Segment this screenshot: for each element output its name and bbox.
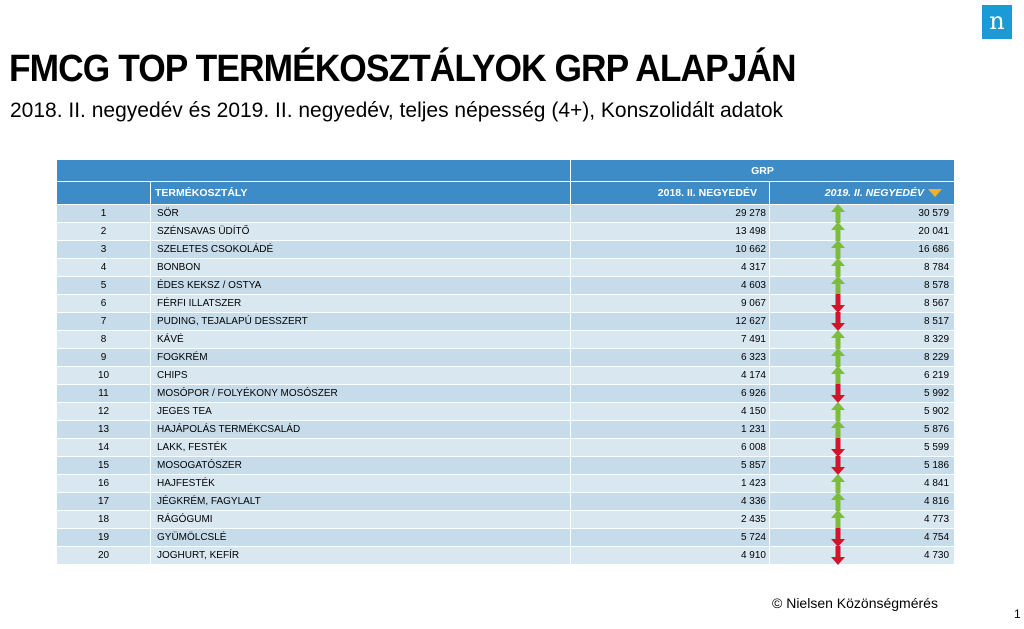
category-cell: RÁGÓGUMI [151,511,571,529]
up-arrow-icon [831,510,845,529]
down-arrow-icon [831,384,845,403]
column-2018-header[interactable]: 2018. II. NEGYEDÉV [571,182,770,205]
value-2018-cell: 7 491 [571,331,770,349]
value-2019-text: 30 579 [918,208,950,219]
nielsen-logo: n [982,5,1012,39]
rank-cell: 8 [57,331,151,349]
value-2019-text: 5 902 [923,406,950,417]
table-row [57,295,955,313]
grp-table [56,159,955,565]
rank-cell: 5 [57,277,151,295]
table-row [57,385,955,403]
value-2018-cell: 6 323 [571,349,770,367]
value-2019-cell [770,205,955,223]
value-2018-cell: 1 231 [571,421,770,439]
category-cell: FÉRFI ILLATSZER [151,295,571,313]
table-row [57,493,955,511]
value-2018-cell: 2 435 [571,511,770,529]
column-2019-header[interactable] [770,182,955,205]
table-row [57,223,955,241]
up-arrow-icon [831,402,845,421]
up-arrow-icon [831,474,845,493]
category-column-header[interactable]: TERMÉKOSZTÁLY [151,182,571,205]
category-cell: JOGHURT, KEFÍR [151,547,571,565]
value-2019-cell [770,367,955,385]
value-2019-cell [770,295,955,313]
value-2018-cell: 4 336 [571,493,770,511]
rank-cell: 7 [57,313,151,331]
value-2019-text: 5 876 [923,424,950,435]
down-arrow-icon [831,528,845,547]
value-2018-cell: 12 627 [571,313,770,331]
rank-header [57,182,151,205]
value-2018-cell: 5 724 [571,529,770,547]
value-2019-cell [770,439,955,457]
category-cell: HAJÁPOLÁS TERMÉKCSALÁD [151,421,571,439]
rank-cell: 14 [57,439,151,457]
up-arrow-icon [831,204,845,223]
table-row [57,241,955,259]
rank-cell: 15 [57,457,151,475]
value-2019-text: 4 754 [923,532,950,543]
table-row [57,511,955,529]
value-2019-cell [770,493,955,511]
value-2019-cell [770,385,955,403]
value-2019-text: 16 686 [918,244,950,255]
value-2018-cell: 1 423 [571,475,770,493]
table-row [57,277,955,295]
page-title: FMCG TOP TERMÉKOSZTÁLYOK GRP ALAPJÁN [9,48,796,90]
value-2019-text: 8 329 [923,334,950,345]
value-2018-cell: 9 067 [571,295,770,313]
page-subtitle: 2018. II. negyedév és 2019. II. negyedév, teljes népesség (4+), Konszolidált adatok [10,99,784,122]
rank-cell: 11 [57,385,151,403]
category-cell: SZELETES CSOKOLÁDÉ [151,241,571,259]
table-row [57,367,955,385]
value-2019-text: 8 517 [923,316,950,327]
value-2019-text: 5 992 [923,388,950,399]
value-2019-cell [770,511,955,529]
page-number: 1 [1014,607,1021,621]
rank-cell: 16 [57,475,151,493]
value-2019-text: 4 773 [923,514,950,525]
down-arrow-icon [831,546,845,565]
category-cell: CHIPS [151,367,571,385]
value-2019-text: 5 599 [923,442,950,453]
value-2019-cell [770,475,955,493]
rank-cell: 19 [57,529,151,547]
category-cell: KÁVÉ [151,331,571,349]
rank-cell: 3 [57,241,151,259]
category-cell: MOSÓPOR / FOLYÉKONY MOSÓSZER [151,385,571,403]
sort-desc-icon[interactable] [928,189,942,197]
value-2019-text: 8 578 [923,280,950,291]
rank-cell: 13 [57,421,151,439]
up-arrow-icon [831,348,845,367]
up-arrow-icon [831,492,845,511]
category-cell: JEGES TEA [151,403,571,421]
up-arrow-icon [831,258,845,277]
value-2018-cell: 4 150 [571,403,770,421]
down-arrow-icon [831,312,845,331]
category-cell: BONBON [151,259,571,277]
table-row [57,205,955,223]
value-2018-cell: 6 926 [571,385,770,403]
value-2019-cell [770,421,955,439]
value-2019-cell [770,457,955,475]
rank-cell: 2 [57,223,151,241]
table-row [57,421,955,439]
rank-cell: 20 [57,547,151,565]
category-cell: FOGKRÉM [151,349,571,367]
value-2018-cell: 5 857 [571,457,770,475]
category-cell: PUDING, TEJALAPÚ DESSZERT [151,313,571,331]
table-body [57,205,955,565]
category-cell: SÖR [151,205,571,223]
up-arrow-icon [831,276,845,295]
table-row [57,529,955,547]
table-row [57,259,955,277]
table-row [57,475,955,493]
rank-cell: 12 [57,403,151,421]
value-2018-cell: 29 278 [571,205,770,223]
value-2019-text: 6 219 [923,370,950,381]
table-row [57,403,955,421]
value-2018-cell: 6 008 [571,439,770,457]
table-row [57,331,955,349]
down-arrow-icon [831,456,845,475]
category-cell: ÉDES KEKSZ / OSTYA [151,277,571,295]
value-2019-cell [770,331,955,349]
value-2019-text: 8 784 [923,262,950,273]
value-2018-cell: 4 174 [571,367,770,385]
header-spacer [57,160,571,182]
rank-cell: 18 [57,511,151,529]
value-2019-text: 4 841 [923,478,950,489]
copyright-text: © Nielsen Közönségmérés [772,595,938,611]
value-2018-cell: 4 910 [571,547,770,565]
up-arrow-icon [831,330,845,349]
category-cell: LAKK, FESTÉK [151,439,571,457]
value-2019-text: 4 816 [923,496,950,507]
value-2019-cell [770,259,955,277]
category-cell: SZÉNSAVAS ÜDÍTŐ [151,223,571,241]
value-2019-cell [770,403,955,421]
rank-cell: 1 [57,205,151,223]
rank-cell: 4 [57,259,151,277]
value-2019-text: 8 567 [923,298,950,309]
value-2018-cell: 4 603 [571,277,770,295]
grp-group-header: GRP [571,160,955,182]
table-row [57,439,955,457]
rank-cell: 10 [57,367,151,385]
category-cell: MOSOGATÓSZER [151,457,571,475]
rank-cell: 9 [57,349,151,367]
value-2019-cell [770,349,955,367]
up-arrow-icon [831,222,845,241]
table-row [57,313,955,331]
value-2019-cell [770,529,955,547]
category-cell: HAJFESTÉK [151,475,571,493]
down-arrow-icon [831,438,845,457]
value-2019-text: 20 041 [918,226,950,237]
column-2019-label: 2019. II. NEGYEDÉV [824,187,925,199]
up-arrow-icon [831,420,845,439]
down-arrow-icon [831,294,845,313]
table-row [57,457,955,475]
value-2019-cell [770,313,955,331]
value-2019-text: 4 730 [923,550,950,561]
value-2019-cell [770,547,955,565]
table-row [57,349,955,367]
up-arrow-icon [831,366,845,385]
table-column-header-row [57,182,955,205]
value-2019-cell [770,223,955,241]
value-2018-cell: 13 498 [571,223,770,241]
value-2019-text: 8 229 [923,352,950,363]
value-2019-text: 5 186 [923,460,950,471]
value-2018-cell: 4 317 [571,259,770,277]
value-2019-cell [770,277,955,295]
table-group-header-row [57,160,955,182]
up-arrow-icon [831,240,845,259]
rank-cell: 6 [57,295,151,313]
value-2018-cell: 10 662 [571,241,770,259]
value-2019-cell [770,241,955,259]
rank-cell: 17 [57,493,151,511]
table-row [57,547,955,565]
category-cell: GYÜMÖLCSLÉ [151,529,571,547]
category-cell: JÉGKRÉM, FAGYLALT [151,493,571,511]
